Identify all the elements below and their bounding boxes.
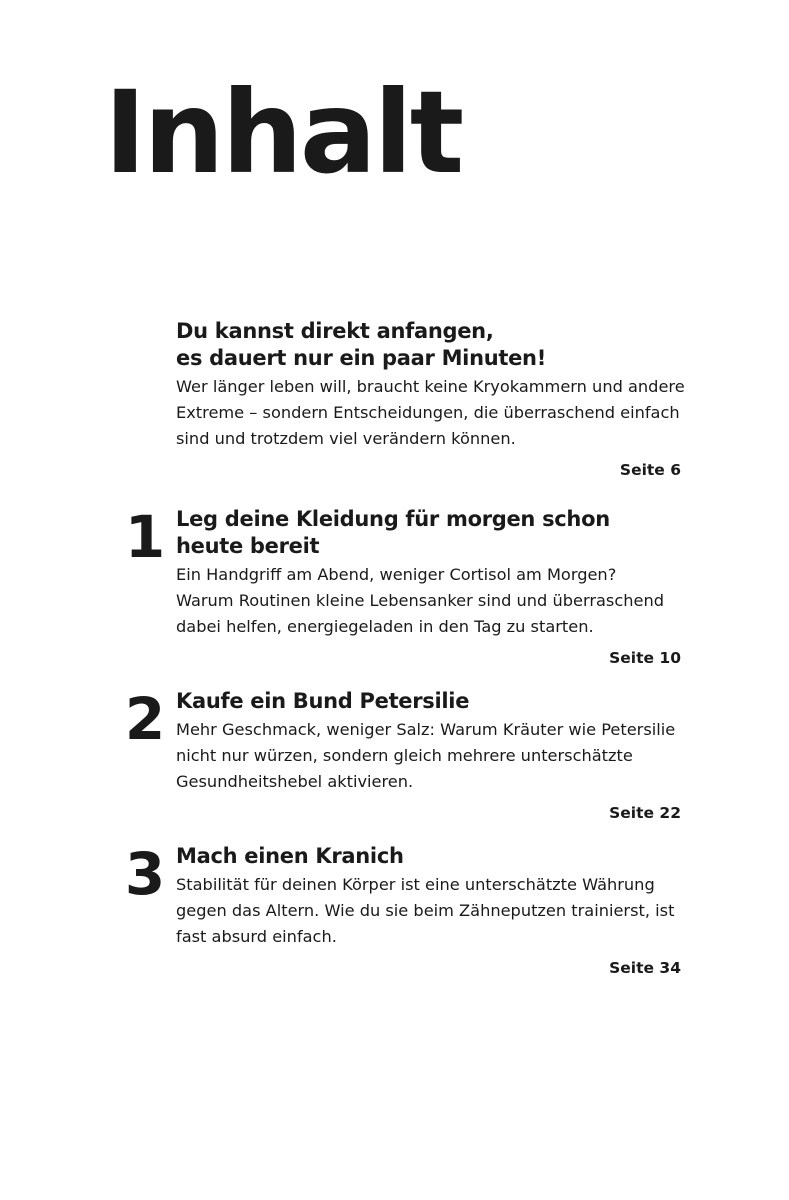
toc-entry-page-ref[interactable]: Seite 6 (619, 461, 681, 479)
description-line: dabei helfen, energiegeladen in den Tag zu starten. (176, 617, 594, 636)
description-line: fast absurd einfach. (176, 927, 337, 946)
chapter-number: 2 (124, 685, 166, 753)
description-line: Wer länger leben will, braucht keine Kryokammern und andere (176, 377, 685, 396)
description-line: Ein Handgriff am Abend, weniger Cortisol am Morgen? (176, 565, 617, 584)
heading-line: es dauert nur ein paar Minuten! (176, 346, 546, 370)
toc-entry-description (176, 562, 686, 640)
description-line: Gesundheitshebel aktivieren. (176, 772, 414, 791)
toc-entry-body (176, 318, 686, 482)
toc-entry-description (176, 717, 686, 795)
description-line: Warum Routinen kleine Lebensanker sind und überraschend (176, 591, 664, 610)
description-line: nicht nur würzen, sondern gleich mehrere unterschätzte (176, 746, 633, 765)
toc-entry-heading (176, 506, 686, 560)
description-line: Extreme – sondern Entscheidungen, die überraschend einfach (176, 403, 680, 422)
heading-line: Kaufe ein Bund Petersilie (176, 689, 470, 713)
heading-line: Du kannst direkt anfangen, (176, 319, 494, 343)
description-line: Stabilität für deinen Körper ist eine unterschätzte Währung (176, 875, 655, 894)
toc-entry-body (176, 688, 686, 825)
toc-entry-page-ref[interactable]: Seite 10 (609, 649, 681, 667)
heading-line: heute bereit (176, 534, 320, 558)
toc-entry-page-ref[interactable]: Seite 34 (609, 959, 681, 977)
page-title: Inhalt (104, 66, 462, 199)
toc-entry-body (176, 843, 686, 980)
description-line: sind und trotzdem viel verändern können. (176, 429, 516, 448)
description-line: Mehr Geschmack, weniger Salz: Warum Kräuter wie Petersilie (176, 720, 676, 739)
heading-line: Leg deine Kleidung für morgen schon (176, 507, 610, 531)
chapter-number: 3 (124, 840, 166, 908)
toc-entry-page-ref[interactable]: Seite 22 (609, 804, 681, 822)
toc-entry-description (176, 872, 686, 950)
toc-entry-description (176, 374, 686, 452)
description-line: gegen das Altern. Wie du sie beim Zähneputzen trainierst, ist (176, 901, 675, 920)
heading-line: Mach einen Kranich (176, 844, 404, 868)
chapter-number: 1 (124, 503, 166, 571)
toc-entry-heading (176, 688, 686, 715)
toc-entry-body (176, 506, 686, 670)
toc-entry-heading (176, 318, 686, 372)
toc-entry-heading (176, 843, 686, 870)
